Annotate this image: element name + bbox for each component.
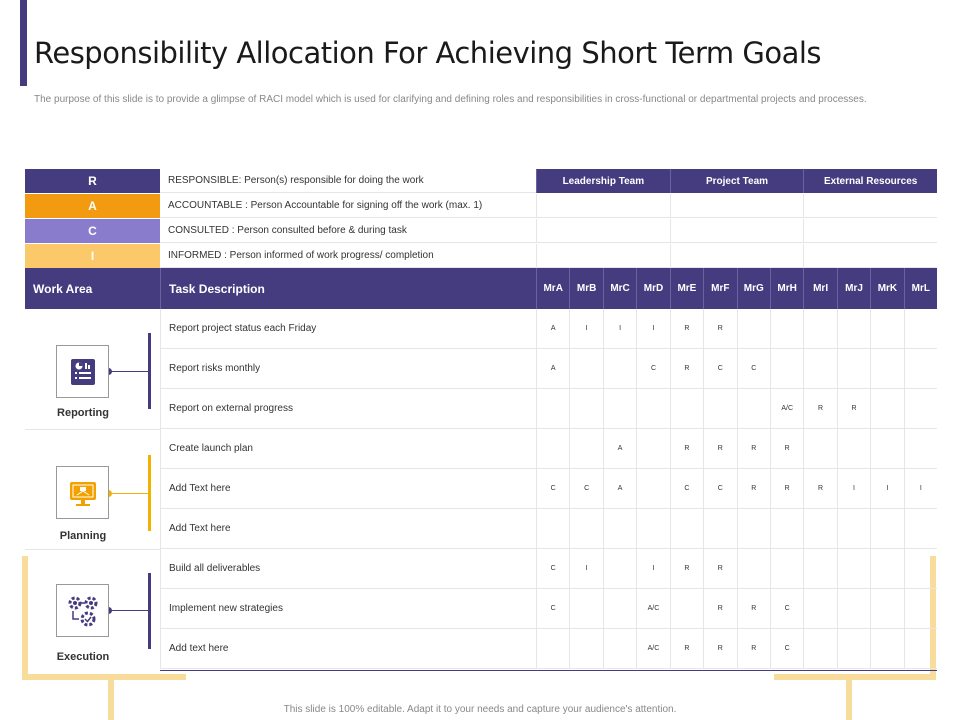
- title-accent-bar: [20, 0, 27, 86]
- area-label-execution: Execution: [56, 651, 110, 663]
- raci-cell: [569, 349, 602, 388]
- task-description: Add text here: [160, 629, 536, 668]
- raci-cell: R: [703, 549, 736, 588]
- execution-connector: [109, 610, 149, 611]
- raci-cell: [870, 509, 903, 548]
- raci-cell: I: [569, 309, 602, 348]
- raci-cell: C: [536, 549, 569, 588]
- raci-cell: R: [737, 589, 770, 628]
- legend-cell: [803, 244, 937, 268]
- raci-cell: [603, 589, 636, 628]
- raci-cell: C: [670, 469, 703, 508]
- raci-cell: [569, 389, 602, 428]
- raci-cell: [636, 469, 669, 508]
- legend-row-consulted: [25, 219, 937, 243]
- decor-line-right-horizontal: [774, 674, 936, 680]
- raci-cell: [636, 429, 669, 468]
- legend-cell: [536, 194, 670, 218]
- header-person-a: Mr A: [536, 268, 569, 309]
- raci-cell: A/C: [770, 389, 803, 428]
- raci-cell: [870, 549, 903, 588]
- execution-bracket: [148, 573, 151, 649]
- raci-cell: [803, 629, 836, 668]
- legend-text-a: ACCOUNTABLE : Person Accountable for signing off the work (max. 1): [160, 194, 536, 218]
- raci-cell: [536, 429, 569, 468]
- raci-cell: [770, 509, 803, 548]
- raci-cell: A: [603, 469, 636, 508]
- raci-cell: [770, 309, 803, 348]
- raci-cell: R: [770, 469, 803, 508]
- raci-cell: A: [603, 429, 636, 468]
- header-task-description: Task Description: [160, 268, 536, 309]
- raci-cell: [837, 509, 870, 548]
- raci-cell: C: [636, 349, 669, 388]
- raci-cell: R: [803, 389, 836, 428]
- raci-cell: [636, 389, 669, 428]
- raci-cell: [569, 629, 602, 668]
- raci-cell: [904, 549, 937, 588]
- legend-cell: [536, 244, 670, 268]
- task-description: Implement new strategies: [160, 589, 536, 628]
- raci-cell: [603, 509, 636, 548]
- raci-cell: [603, 629, 636, 668]
- raci-cell: R: [737, 469, 770, 508]
- header-work-area: Work Area: [33, 281, 93, 296]
- header-person-b: Mr B: [569, 268, 602, 309]
- raci-cell: C: [536, 469, 569, 508]
- raci-cell: [536, 629, 569, 668]
- team-header-leadership: Leadership Team: [536, 169, 670, 193]
- raci-cell: [803, 549, 836, 588]
- planning-icon-box: [56, 466, 109, 519]
- raci-cell: R: [703, 629, 736, 668]
- table-row: [160, 469, 937, 509]
- raci-cell: R: [703, 309, 736, 348]
- header-person-c: Mr C: [603, 268, 636, 309]
- raci-cell: I: [837, 469, 870, 508]
- legend-letter-a: A: [25, 194, 160, 218]
- legend-cell: [670, 194, 804, 218]
- raci-cell: [670, 389, 703, 428]
- legend-text-r: RESPONSIBLE: Person(s) responsible for doing the work: [160, 169, 536, 193]
- raci-cell: [904, 589, 937, 628]
- raci-cell: [904, 629, 937, 668]
- raci-cell: [837, 429, 870, 468]
- raci-cell: [904, 349, 937, 388]
- raci-cell: [803, 509, 836, 548]
- raci-cell: R: [670, 309, 703, 348]
- legend-text-i: INFORMED : Person informed of work progress/ completion: [160, 244, 536, 268]
- raci-cell: [870, 629, 903, 668]
- raci-cell: C: [536, 589, 569, 628]
- raci-cell: [904, 309, 937, 348]
- team-header-project: Project Team: [670, 169, 804, 193]
- raci-cell: [904, 389, 937, 428]
- legend-letter-i: I: [25, 244, 160, 268]
- raci-cell: [569, 509, 602, 548]
- legend-row-responsible: [25, 169, 937, 193]
- legend-row-accountable: [25, 194, 937, 218]
- legend-cell: [803, 219, 937, 243]
- raci-cell: [670, 509, 703, 548]
- raci-cell: [803, 309, 836, 348]
- raci-cell: [904, 509, 937, 548]
- header-person-j: Mr J: [837, 268, 870, 309]
- area-separator: [25, 429, 160, 430]
- task-description: Add Text here: [160, 509, 536, 548]
- raci-cell: A/C: [636, 589, 669, 628]
- raci-cell: C: [770, 589, 803, 628]
- header-person-l: Mr L: [904, 268, 937, 309]
- raci-cell: R: [670, 349, 703, 388]
- raci-cell: [837, 589, 870, 628]
- raci-cell: [837, 629, 870, 668]
- raci-cell: I: [904, 469, 937, 508]
- raci-cell: I: [636, 549, 669, 588]
- footer-note: This slide is 100% editable. Adapt it to your needs and capture your audience's attention.: [283, 704, 677, 715]
- header-person-h: Mr H: [770, 268, 803, 309]
- raci-cell: C: [569, 469, 602, 508]
- raci-cell: R: [670, 429, 703, 468]
- table-row: [160, 629, 937, 669]
- raci-cell: [670, 589, 703, 628]
- table-row: [160, 589, 937, 629]
- raci-cell: [603, 549, 636, 588]
- legend-row-informed: [25, 244, 937, 268]
- raci-cell: A: [536, 349, 569, 388]
- task-description: Create launch plan: [160, 429, 536, 468]
- page-subtitle: The purpose of this slide is to provide a glimpse of RACI model which is used for clarifying and defining roles and responsibilities in cross-functional or departmental projects and processes.: [34, 94, 867, 105]
- raci-cell: [870, 389, 903, 428]
- header-person-k: Mr K: [870, 268, 903, 309]
- raci-cell: [904, 429, 937, 468]
- raci-cell: R: [703, 429, 736, 468]
- raci-cell: [803, 589, 836, 628]
- legend-cell: [670, 219, 804, 243]
- raci-cell: [837, 549, 870, 588]
- raci-cell: A/C: [636, 629, 669, 668]
- header-person-i: Mr I: [803, 268, 836, 309]
- raci-cell: [870, 429, 903, 468]
- raci-cell: [803, 349, 836, 388]
- execution-icon-box: [56, 584, 109, 637]
- table-row: [160, 429, 937, 469]
- raci-cell: C: [703, 469, 736, 508]
- team-header-external: External Resources: [803, 169, 937, 193]
- raci-cell: I: [636, 309, 669, 348]
- raci-cell: C: [737, 349, 770, 388]
- raci-cell: [870, 349, 903, 388]
- raci-cell: R: [670, 629, 703, 668]
- gears-icon: [66, 594, 100, 628]
- decor-line-left-horizontal: [22, 674, 186, 680]
- area-separator: [25, 549, 160, 550]
- raci-cell: R: [703, 589, 736, 628]
- table-row: [160, 349, 937, 389]
- raci-cell: [770, 549, 803, 588]
- area-label-reporting: Reporting: [57, 407, 109, 419]
- legend-cell: [670, 244, 804, 268]
- legend-letter-c: C: [25, 219, 160, 243]
- raci-cell: R: [803, 469, 836, 508]
- task-description: Add Text here: [160, 469, 536, 508]
- raci-cell: [703, 509, 736, 548]
- raci-cell: C: [770, 629, 803, 668]
- raci-cell: R: [770, 429, 803, 468]
- legend-cell: [536, 219, 670, 243]
- task-description: Build all deliverables: [160, 549, 536, 588]
- blueprint-icon: [67, 478, 99, 508]
- raci-cell: [737, 509, 770, 548]
- header-person-e: Mr E: [670, 268, 703, 309]
- raci-cell: [569, 429, 602, 468]
- raci-cell: [603, 389, 636, 428]
- table-row: [160, 509, 937, 549]
- raci-cell: R: [737, 629, 770, 668]
- raci-cell: [870, 589, 903, 628]
- legend-text-c: CONSULTED : Person consulted before & during task: [160, 219, 536, 243]
- page-title: Responsibility Allocation For Achieving Short Term Goals: [34, 36, 822, 70]
- area-label-planning: Planning: [59, 530, 107, 542]
- reporting-connector: [109, 371, 149, 372]
- raci-cell: A: [536, 309, 569, 348]
- table-row: [160, 309, 937, 349]
- raci-cell: [737, 549, 770, 588]
- raci-cell: [737, 309, 770, 348]
- header-person-f: Mr F: [703, 268, 736, 309]
- raci-cell: [837, 309, 870, 348]
- raci-cell: [636, 509, 669, 548]
- raci-cell: I: [870, 469, 903, 508]
- header-person-g: Mr G: [737, 268, 770, 309]
- raci-cell: [536, 509, 569, 548]
- raci-cell: I: [603, 309, 636, 348]
- raci-cell: [837, 349, 870, 388]
- raci-cell: [603, 349, 636, 388]
- raci-cell: [569, 589, 602, 628]
- table-bottom-border: [160, 670, 937, 671]
- task-description: Report on external progress: [160, 389, 536, 428]
- table-row: [160, 549, 937, 589]
- report-icon: [69, 357, 97, 387]
- raci-cell: [803, 429, 836, 468]
- raci-cell: R: [737, 429, 770, 468]
- task-description: Report project status each Friday: [160, 309, 536, 348]
- table-header-row: [25, 268, 937, 309]
- reporting-icon-box: [56, 345, 109, 398]
- raci-cell: C: [703, 349, 736, 388]
- legend-cell: [803, 194, 937, 218]
- raci-cell: [536, 389, 569, 428]
- raci-cell: [703, 389, 736, 428]
- table-row: [160, 389, 937, 429]
- header-person-d: Mr D: [636, 268, 669, 309]
- raci-cell: I: [569, 549, 602, 588]
- raci-cell: [870, 309, 903, 348]
- legend-letter-r: R: [25, 169, 160, 193]
- task-description: Report risks monthly: [160, 349, 536, 388]
- raci-cell: R: [837, 389, 870, 428]
- raci-cell: R: [670, 549, 703, 588]
- raci-cell: [770, 349, 803, 388]
- raci-cell: [737, 389, 770, 428]
- planning-connector: [109, 493, 149, 494]
